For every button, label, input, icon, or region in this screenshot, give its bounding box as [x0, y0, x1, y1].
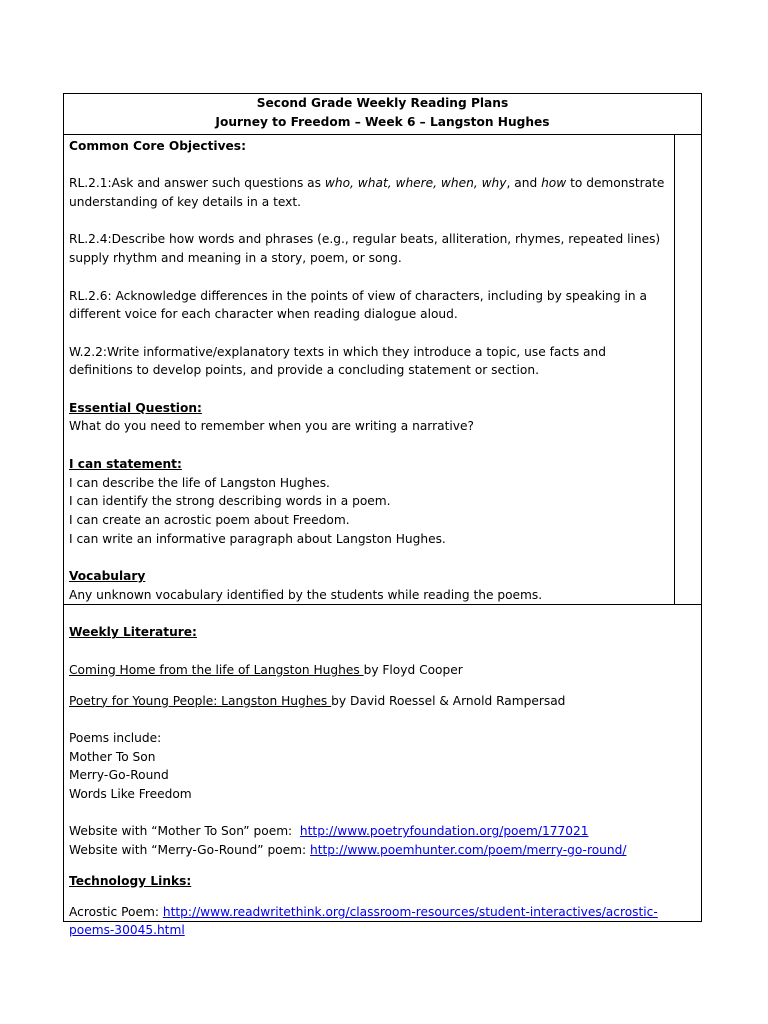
objective-w22-line1: W.2.2:Write informative/explanatory texts in which they introduce a topic, use facts and	[69, 344, 606, 359]
literature-heading: Weekly Literature:	[69, 625, 197, 640]
literature-cell	[64, 605, 701, 938]
website-1-label: Website with “Mother To Son” poem:	[69, 824, 300, 839]
rl21-text: RL.2.1:Ask and answer such questions as	[69, 176, 325, 191]
poem-item: Words Like Freedom	[69, 787, 192, 802]
book-1-title: Coming Home from the life of Langston Hughes	[69, 662, 364, 677]
table-header	[64, 94, 701, 135]
technology-heading: Technology Links:	[69, 873, 192, 888]
acrostic-label: Acrostic Poem:	[69, 904, 163, 919]
poems-heading: Poems include:	[69, 730, 162, 745]
website-2	[69, 841, 701, 860]
vocabulary-heading: Vocabulary	[69, 569, 146, 584]
rl21-mid: , and	[506, 176, 542, 191]
i-can-item: I can describe the life of Langston Hughes.	[69, 475, 330, 490]
book-1-author: by Floyd Cooper	[363, 662, 463, 677]
rl21-suffix: to demonstrate	[566, 176, 665, 191]
i-can-item: I can create an acrostic poem about Freedom.	[69, 512, 350, 527]
book-1	[69, 661, 701, 680]
page-subtitle: Journey to Freedom – Week 6 – Langston Hughes	[215, 115, 550, 129]
i-can-item: I can identify the strong describing words in a poem.	[69, 494, 391, 509]
page-title: Second Grade Weekly Reading Plans	[256, 96, 509, 110]
side-cell	[674, 135, 701, 604]
objective-rl24-line1: RL.2.4:Describe how words and phrases (e.g., regular beats, alliteration, rhymes, repeated lines)	[69, 232, 661, 247]
poem-item: Merry-Go-Round	[69, 768, 169, 783]
website-2-label: Website with “Merry-Go-Round” poem:	[69, 843, 310, 858]
objective-rl24-line2: supply rhythm and meaning in a story, poem, or song.	[69, 251, 402, 266]
acrostic-link[interactable]: http://www.readwritethink.org/classroom-resources/student-interactives/acrostic-	[162, 904, 658, 919]
lesson-plan-table	[63, 93, 702, 938]
objective-rl21	[69, 174, 674, 193]
acrostic-line-2	[69, 921, 701, 940]
objective-rl26-line2: different voice for each character when reading dialogue aloud.	[69, 307, 458, 322]
website-1	[69, 822, 701, 841]
objective-rl21-line2: understanding of key details in a text.	[69, 195, 302, 210]
essential-question-heading: Essential Question:	[69, 400, 202, 415]
objectives-cell	[64, 135, 674, 604]
objectives-heading: Common Core Objectives:	[69, 139, 246, 153]
objective-w22-line2: definitions to develop points, and provide a concluding statement or section.	[69, 363, 539, 378]
objective-rl26-line1: RL.2.6: Acknowledge differences in the points of view of characters, including by speaking in a	[69, 288, 647, 303]
poem-item: Mother To Son	[69, 749, 156, 764]
rl21-italic: who, what, where, when, why	[324, 176, 507, 191]
acrostic-line-1	[69, 903, 701, 922]
i-can-heading: I can statement:	[69, 456, 182, 471]
essential-question-text: What do you need to remember when you are writing a narrative?	[69, 419, 474, 434]
i-can-item: I can write an informative paragraph about Langston Hughes.	[69, 531, 446, 546]
acrostic-link-continued[interactable]: poems-30045.html	[69, 923, 185, 938]
rl21-how: how	[541, 176, 567, 191]
book-2-title: Poetry for Young People: Langston Hughes	[69, 693, 332, 708]
book-2	[69, 692, 701, 711]
objectives-row	[64, 135, 701, 605]
website-2-link[interactable]: http://www.poemhunter.com/poem/merry-go-round/	[309, 843, 627, 858]
book-2-author: by David Roessel & Arnold Rampersad	[331, 693, 566, 708]
vocabulary-text: Any unknown vocabulary identified by the students while reading the poems.	[69, 587, 543, 602]
website-1-link[interactable]: http://www.poetryfoundation.org/poem/177021	[299, 824, 589, 839]
